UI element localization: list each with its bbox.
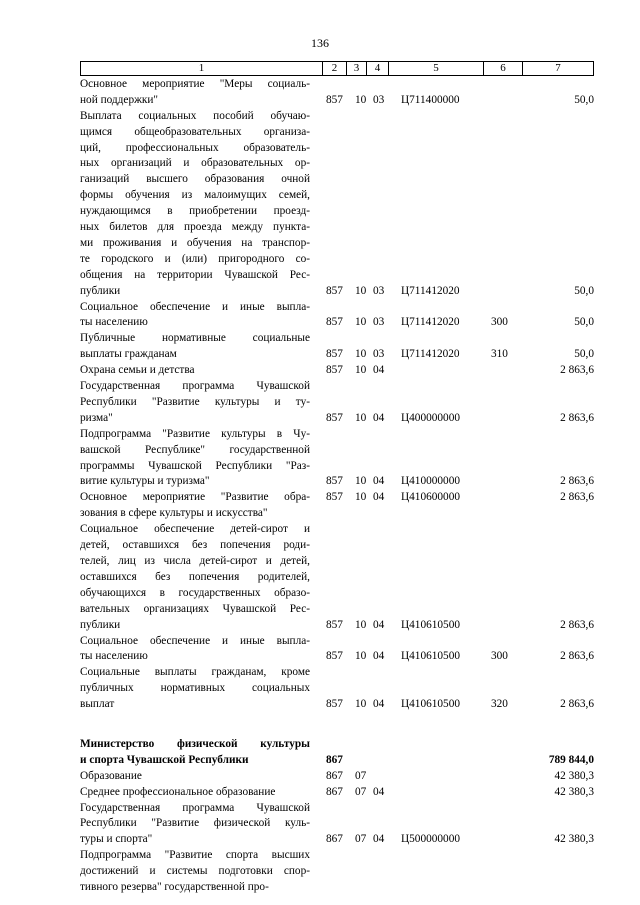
description-line: те городского и (или) пригородного со-	[80, 252, 310, 265]
cell-amount: 2 863,6	[560, 618, 594, 631]
table-row	[80, 77, 594, 109]
cell-c3: 10	[355, 618, 367, 631]
description-line: ганизаций высшего образования очной	[80, 173, 310, 186]
cell-c4: 03	[373, 348, 385, 361]
cell-c4: 04	[373, 785, 385, 798]
table-header	[80, 61, 594, 76]
description-line: Охрана семьи и детства	[80, 364, 195, 377]
table-row	[80, 379, 594, 427]
description-line: и спорта Чувашской Республики	[80, 753, 249, 766]
table-row	[80, 331, 594, 363]
cell-c3: 10	[355, 364, 367, 377]
cell-amount: 2 863,6	[560, 491, 594, 504]
cell-c2: 857	[326, 316, 343, 329]
cell-c3: 07	[355, 769, 367, 782]
cell-c2: 857	[326, 348, 343, 361]
table-row	[80, 522, 594, 633]
row-description	[80, 634, 310, 666]
cell-c2: 857	[326, 475, 343, 488]
table-row	[80, 490, 594, 522]
row-description	[80, 300, 310, 332]
description-line: Социальные выплаты гражданам, кроме	[80, 666, 310, 679]
cell-amount: 2 863,6	[560, 698, 594, 711]
description-line: Выплата социальных пособий обучаю-	[80, 109, 310, 122]
row-description	[80, 427, 310, 491]
cell-c4: 03	[373, 316, 385, 329]
description-line: вательных организациях Чувашской Рес-	[80, 602, 310, 615]
row-description	[80, 379, 310, 427]
row-description	[80, 665, 310, 713]
header-col-4: 4	[367, 62, 389, 75]
cell-c3: 10	[355, 411, 367, 424]
description-line: общения на территории Чувашской Рес-	[80, 268, 310, 281]
description-line: туры и спорта"	[80, 833, 153, 846]
cell-amount: 2 863,6	[560, 650, 594, 663]
description-line: Социальное обеспечение и иные выпла-	[80, 634, 310, 647]
description-line: публики	[80, 284, 121, 297]
cell-c4: 03	[373, 284, 385, 297]
cell-c6: 310	[491, 348, 508, 361]
cell-c5: Ц410610500	[401, 618, 460, 631]
cell-c6: 320	[491, 698, 508, 711]
cell-amount: 2 863,6	[560, 475, 594, 488]
cell-c4: 04	[373, 364, 385, 377]
description-line: ризма"	[80, 411, 113, 424]
cell-c5: Ц711412020	[401, 348, 460, 361]
cell-c2: 857	[326, 650, 343, 663]
row-description	[80, 737, 310, 769]
cell-c4: 04	[373, 491, 385, 504]
cell-amount: 50,0	[574, 93, 594, 106]
row-description	[80, 848, 310, 896]
cell-amount: 2 863,6	[560, 364, 594, 377]
cell-c5: Ц410610500	[401, 698, 460, 711]
cell-c5: Ц711412020	[401, 316, 460, 329]
description-line: Подпрограмма "Развитие спорта высших	[80, 849, 310, 862]
page-number: 136	[311, 36, 329, 50]
table-row	[80, 109, 594, 300]
table-row	[80, 801, 594, 849]
cell-c2: 857	[326, 491, 343, 504]
cell-c2: 857	[326, 698, 343, 711]
description-line: Республики "Развитие культуры и ту-	[80, 395, 310, 408]
description-line: оставшихся без попечения родителей,	[80, 570, 310, 583]
cell-c5: Ц711412020	[401, 284, 460, 297]
description-line: выплат	[80, 698, 115, 711]
cell-c4: 04	[373, 833, 385, 846]
cell-c4: 04	[373, 475, 385, 488]
description-line: обучающихся в государственных образо-	[80, 586, 310, 599]
table-row	[80, 785, 594, 801]
row-description	[80, 490, 310, 522]
table-row	[80, 769, 594, 785]
cell-c2: 857	[326, 364, 343, 377]
row-description	[80, 77, 310, 109]
table-row	[80, 427, 594, 491]
row-description	[80, 363, 310, 379]
header-col-7: 7	[555, 62, 561, 74]
cell-c4: 04	[373, 698, 385, 711]
table-row	[80, 363, 594, 379]
cell-amount: 2 863,6	[560, 411, 594, 424]
cell-c2: 857	[326, 284, 343, 297]
table-row	[80, 848, 594, 896]
description-line: Социальное обеспечение детей-сирот и	[80, 523, 310, 536]
cell-c5: Ц711400000	[401, 93, 460, 106]
cell-c4: 04	[373, 411, 385, 424]
cell-c6: 300	[491, 316, 508, 329]
cell-c4: 04	[373, 618, 385, 631]
description-line: Социальное обеспечение и иные выпла-	[80, 300, 310, 313]
row-description	[80, 522, 310, 633]
cell-amount: 42 380,3	[554, 769, 594, 782]
description-line: Подпрограмма "Развитие культуры в Чу-	[80, 427, 310, 440]
cell-c5: Ц410600000	[401, 491, 460, 504]
description-line: Государственная программа Чувашской	[80, 380, 310, 393]
cell-c5: Ц410610500	[401, 650, 460, 663]
cell-c2: 867	[326, 769, 343, 782]
cell-c4: 04	[373, 650, 385, 663]
description-line: Министерство физической культуры	[80, 738, 310, 750]
row-description	[80, 801, 310, 849]
description-line: ми проживания и обучения на транспор-	[80, 236, 310, 249]
description-line: ной поддержки"	[80, 93, 159, 106]
description-line: ных билетов для проезда между пункта-	[80, 221, 310, 234]
description-line: Государственная программа Чувашской	[80, 801, 310, 814]
description-line: публики	[80, 618, 121, 631]
header-col-2: 2	[323, 62, 347, 75]
cell-c2: 867	[326, 753, 343, 766]
table-row	[80, 300, 594, 332]
description-line: Основное мероприятие "Меры социаль-	[80, 78, 310, 90]
description-line: выплаты гражданам	[80, 348, 177, 361]
cell-c6: 300	[491, 650, 508, 663]
description-line: формы обучения из малоимущих семей,	[80, 189, 310, 202]
cell-c2: 857	[326, 93, 343, 106]
description-line: телей, лиц из числа детей-сирот и детей,	[80, 554, 310, 567]
cell-c3: 07	[355, 785, 367, 798]
cell-c2: 867	[326, 785, 343, 798]
description-line: вашской Республике" государственной	[80, 443, 310, 456]
table-row	[80, 665, 594, 713]
table-row	[80, 634, 594, 666]
description-line: ты населению	[80, 316, 148, 329]
cell-c5: Ц410000000	[401, 475, 460, 488]
description-line: Республики "Развитие физической куль-	[80, 817, 310, 830]
cell-c3: 10	[355, 491, 367, 504]
description-line: Образование	[80, 769, 142, 782]
cell-amount: 42 380,3	[554, 785, 594, 798]
description-line: зования в сфере культуры и искусства"	[80, 507, 268, 520]
description-line: программы Чувашской Республики "Раз-	[80, 459, 310, 472]
cell-amount: 50,0	[574, 284, 594, 297]
description-line: достижений и системы подготовки спор-	[80, 865, 310, 878]
description-line: публичных нормативных социальных	[80, 682, 310, 695]
table-row	[80, 737, 594, 769]
description-line: ций, профессиональных образователь-	[80, 141, 310, 154]
cell-c3: 10	[355, 348, 367, 361]
cell-c5: Ц400000000	[401, 411, 460, 424]
cell-c3: 10	[355, 475, 367, 488]
cell-c3: 10	[355, 650, 367, 663]
cell-amount: 50,0	[574, 348, 594, 361]
cell-c3: 10	[355, 316, 367, 329]
row-description	[80, 769, 310, 785]
cell-amount: 42 380,3	[554, 833, 594, 846]
description-line: ты населению	[80, 650, 148, 663]
row-description	[80, 331, 310, 363]
cell-c5: Ц500000000	[401, 833, 460, 846]
description-line: Основное мероприятие "Развитие обра-	[80, 491, 310, 504]
description-line: Публичные нормативные социальные	[80, 332, 310, 345]
cell-c3: 07	[355, 833, 367, 846]
description-line: ных организаций и образовательных ор-	[80, 157, 310, 170]
cell-c4: 03	[373, 93, 385, 106]
header-col-6: 6	[484, 62, 523, 75]
header-col-3: 3	[347, 62, 367, 75]
cell-c2: 857	[326, 411, 343, 424]
description-line: нуждающимся в приобретении проезд-	[80, 205, 310, 218]
cell-c3: 10	[355, 284, 367, 297]
cell-c3: 10	[355, 93, 367, 106]
row-description	[80, 785, 310, 801]
description-line: щимся общеобразовательных организа-	[80, 125, 310, 138]
cell-c2: 867	[326, 833, 343, 846]
header-col-5: 5	[389, 62, 484, 75]
header-col-1: 1	[81, 62, 323, 75]
cell-amount: 50,0	[574, 316, 594, 329]
cell-c3: 10	[355, 698, 367, 711]
cell-c2: 857	[326, 618, 343, 631]
description-line: Среднее профессиональное образование	[80, 785, 276, 798]
description-line: тивного резерва" государственной про-	[80, 881, 269, 894]
description-line: детей, оставшихся без попечения роди-	[80, 539, 310, 552]
cell-amount: 789 844,0	[548, 753, 594, 766]
row-description	[80, 109, 310, 300]
description-line: витие культуры и туризма"	[80, 475, 210, 488]
